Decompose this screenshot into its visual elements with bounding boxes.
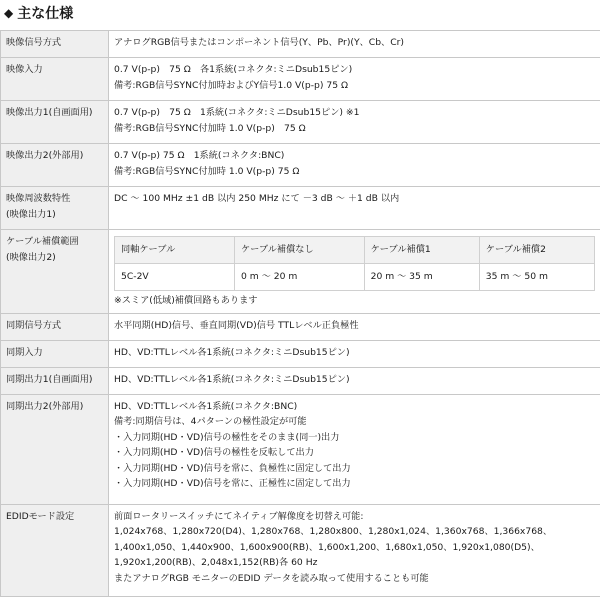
cable-header-cell: 同軸ケーブル — [115, 237, 235, 264]
spec-table — [0, 30, 600, 597]
cable-cell: 35 m ～ 50 m — [479, 264, 594, 291]
spec-label: ケーブル補償範囲 (映像出力2) — [1, 230, 109, 314]
spec-value: 0.7 V(p-p) 75 Ω 1系統(コネクタ:ミニDsub15ピン) ※1 備考:RGB信号SYNC付加時 1.0 V(p-p) 75 Ω — [109, 101, 600, 144]
spec-value: HD、VD:TTLレベル各1系統(コネクタ:ミニDsub15ピン) — [109, 367, 600, 394]
cable-header-cell: ケーブル補償1 — [364, 237, 479, 264]
spec-row-sync-input — [1, 340, 600, 367]
spec-label: 同期出力2(外部用) — [1, 394, 109, 504]
cable-cell: 20 m ～ 35 m — [364, 264, 479, 291]
cable-table — [114, 236, 595, 291]
spec-row-video-output2 — [1, 144, 600, 187]
spec-row-sync-output2 — [1, 394, 600, 504]
spec-value — [109, 230, 600, 314]
spec-label: 映像出力2(外部用) — [1, 144, 109, 187]
spec-row-sync-output1 — [1, 367, 600, 394]
spec-label: 映像入力 — [1, 58, 109, 101]
spec-row-video-output1 — [1, 101, 600, 144]
spec-row-video-input — [1, 58, 600, 101]
spec-label: 同期入力 — [1, 340, 109, 367]
spec-value: 前面ロータリースイッチにてネイティブ解像度を切替え可能: 1,024x768、1,280x720(D4)、1,280x768、1,280x800、1,280x1,024、1,360x768、1,366x768、 1,400x1,050、1,440x900、1,600x900(RB)、1,600x1,200、1,680x1,050、1,920x1,080(D5)、 1,920x1,200(RB)、2,048x1,152(RB)各 60 Hz またアナログRGB モニターのEDID データを読み取って使用することも可能 — [109, 504, 600, 596]
spec-row-cable-compensation — [1, 230, 600, 314]
spec-label: 映像周波数特性 (映像出力1) — [1, 187, 109, 230]
cable-cell: 0 m ～ 20 m — [235, 264, 365, 291]
section-heading — [4, 0, 73, 26]
spec-row-frequency — [1, 187, 600, 230]
spec-value: HD、VD:TTLレベル各1系統(コネクタ:BNC) 備考:同期信号は、4パターンの極性設定が可能 ・入力同期(HD・VD)信号の極性をそのまま(同一)出力 ・入力同期(HD・VD)信号の極性を反転して出力 ・入力同期(HD・VD)信号を常に、負極性に固定して出力 ・入力同期(HD・VD)信号を常に、正極性に固定して出力 — [109, 394, 600, 504]
section-title: 主な仕様 — [17, 6, 74, 22]
spec-label: 同期信号方式 — [1, 313, 109, 340]
diamond-icon: ◆ — [4, 6, 14, 20]
cable-table-row — [115, 264, 595, 291]
spec-value: 0.7 V(p-p) 75 Ω 各1系統(コネクタ:ミニDsub15ピン) 備考:RGB信号SYNC付加時およびY信号1.0 V(p-p) 75 Ω — [109, 58, 600, 101]
cable-cell: 5C-2V — [115, 264, 235, 291]
spec-value: 0.7 V(p-p) 75 Ω 1系統(コネクタ:BNC) 備考:RGB信号SYNC付加時 1.0 V(p-p) 75 Ω — [109, 144, 600, 187]
cable-table-header — [115, 237, 595, 264]
spec-label: 同期出力1(自画面用) — [1, 367, 109, 394]
spec-row-video-signal — [1, 31, 600, 58]
spec-label: EDIDモード設定 — [1, 504, 109, 596]
spec-value: 水平同期(HD)信号、垂直同期(VD)信号 TTLレベル正負極性 — [109, 313, 600, 340]
spec-value: アナログRGB信号またはコンポーネント信号(Y、Pb、Pr)(Y、Cb、Cr) — [109, 31, 600, 58]
spec-row-edid-mode — [1, 504, 600, 596]
spec-row-sync-signal — [1, 313, 600, 340]
spec-value: DC ～ 100 MHz ±1 dB 以内 250 MHz にて －3 dB ～ ＋1 dB 以内 — [109, 187, 600, 230]
spec-label: 映像信号方式 — [1, 31, 109, 58]
cable-note: ※スミア(低域)補償回路もあります — [114, 295, 258, 306]
spec-value: HD、VD:TTLレベル各1系統(コネクタ:ミニDsub15ピン) — [109, 340, 600, 367]
spec-label: 映像出力1(自画面用) — [1, 101, 109, 144]
cable-header-cell: ケーブル補償なし — [235, 237, 365, 264]
cable-header-cell: ケーブル補償2 — [479, 237, 594, 264]
